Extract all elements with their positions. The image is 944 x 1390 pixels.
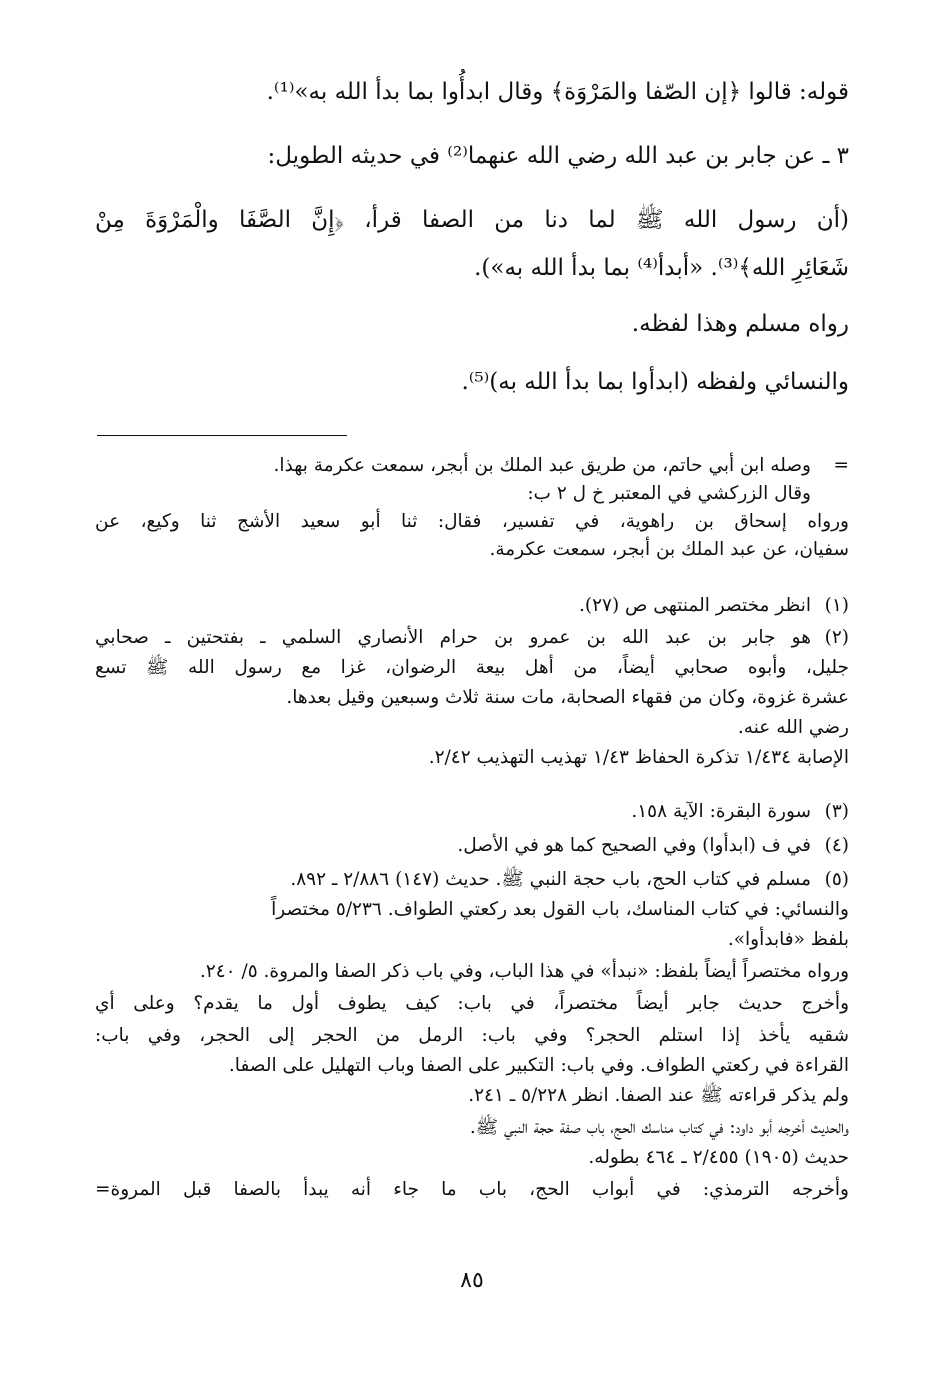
page-number: ٨٥ (460, 1268, 484, 1293)
footnote-line: وقال الزركشي في المعتبر خ ل ٢ ب: (527, 483, 811, 504)
footnote-line: حديث (١٩٠٥) ٢/٤٥٥ ـ ٤٦٤ بطوله. (588, 1147, 849, 1168)
footnote-marker: (١) (824, 595, 849, 616)
footnote-line: الإصابة ١/٤٣٤ تذكرة الحفاظ ١/٤٣ تهذيب التهذيب ٢/٤٢. (428, 747, 849, 768)
footnote-marker: = (833, 455, 849, 476)
footnote-line: ورواه إسحاق بن راهوية، في تفسير، فقال: ثنا أبو سعيد الأشج ثنا وكيع، عن (95, 511, 849, 532)
footnote-line: عشرة غزوة، وكان من فقهاء الصحابة، مات سنة ثلاث وسبعين وقيل بعدها. (286, 687, 849, 708)
footnote-line: في ف (ابدأوا) وفي الصحيح كما هو في الأصل. (457, 835, 811, 856)
footnote-line: والنسائي: في كتاب المناسك، باب القول بعد ركعتي الطواف. ٥/٢٣٦ مختصراً (271, 899, 849, 920)
footnote-line: مسلم في كتاب الحج، باب حجة النبي ﷺ. حديث (١٤٧) ٢/٨٨٦ ـ ٨٩٢. (290, 869, 811, 890)
footnote-line: هو جابر بن عبد الله بن عمرو بن حرام الأنصاري السلمي ـ بفتحتين ـ صحابي (95, 627, 811, 648)
main-line-3: (أن رسول الله ﷺ لما دنا من الصفا قرأ، ﴿إِنَّ الصَّفَا والْمَرْوَةَ مِنْ (95, 207, 849, 233)
footnote-line: شقيه يأخذ إذا استلم الحجر؟ وفي باب: الرمل من الحجر إلى الحجر، وفي باب: (95, 1025, 849, 1046)
footnote-marker: (٣) (824, 801, 849, 822)
footnote-line: ورواه مختصراً أيضاً بلفظ: «نبدأ» في هذا الباب، وفي باب ذكر الصفا والمروة. ٥/ ٢٤٠. (199, 961, 849, 982)
footnote-line: القراءة في ركعتي الطواف. وفي باب: التكبير على الصفا وباب التهليل على الصفا. (228, 1055, 849, 1076)
footnote-marker: (٢) (824, 627, 849, 648)
footnote-line: وصله ابن أبي حاتم، من طريق عبد الملك بن أبجر، سمعت عكرمة بهذا. (273, 455, 811, 476)
footnote-line: ولم يذكر قراءته ﷺ عند الصفا. انظر ٥/٢٢٨ ـ ٢٤١. (468, 1085, 849, 1106)
footnote-line: رضي الله عنه. (737, 717, 849, 738)
main-line-2: ٣ ـ عن جابر بن عبد الله رضي الله عنهما⁽²⁾ في حديثه الطويل: (267, 143, 849, 169)
footnote-divider (97, 435, 347, 436)
main-line-6: والنسائي ولفظه (ابدأوا بما بدأ الله به)⁽⁵⁾. (461, 369, 849, 395)
footnote-line: انظر مختصر المنتهى ص (٢٧). (578, 595, 811, 616)
footnote-line: والحديث أخرجه أبو داود: في كتاب مناسك الحج، باب صفة حجة النبي ﷺ. (469, 1117, 849, 1138)
main-line-4: شَعَائِرِ الله﴾⁽³⁾. «أبدأ⁽⁴⁾ بما بدأ الله به»). (474, 255, 849, 281)
footnote-line: وأخرجه الترمذي: في أبواب الحج، باب ما جاء أنه يبدأ بالصفا قبل المروة= (95, 1179, 849, 1200)
main-line-5: رواه مسلم وهذا لفظه. (631, 311, 849, 337)
footnote-line: جليل، وأبوه صحابي أيضاً، من أهل بيعة الرضوان، غزا مع رسول الله ﷺ تسع (95, 657, 849, 678)
footnote-marker: (٤) (824, 835, 849, 856)
footnote-line: وأخرج حديث جابر أيضاً مختصراً، في باب: كيف يطوف أول ما يقدم؟ وعلى أي (95, 993, 849, 1014)
footnote-line: سفيان، عن عبد الملك بن أبجر، سمعت عكرمة. (489, 539, 849, 560)
footnote-marker: (٥) (824, 869, 849, 890)
footnote-line: بلفظ «فابدأوا». (727, 929, 849, 950)
main-line-1: قوله: قالوا ﴿إن الصّفا والمَرْوَة﴾ وقال ابدأُوا بما بدأ الله به»⁽¹⁾. (266, 79, 849, 105)
footnote-line: سورة البقرة: الآية ١٥٨. (631, 801, 811, 822)
